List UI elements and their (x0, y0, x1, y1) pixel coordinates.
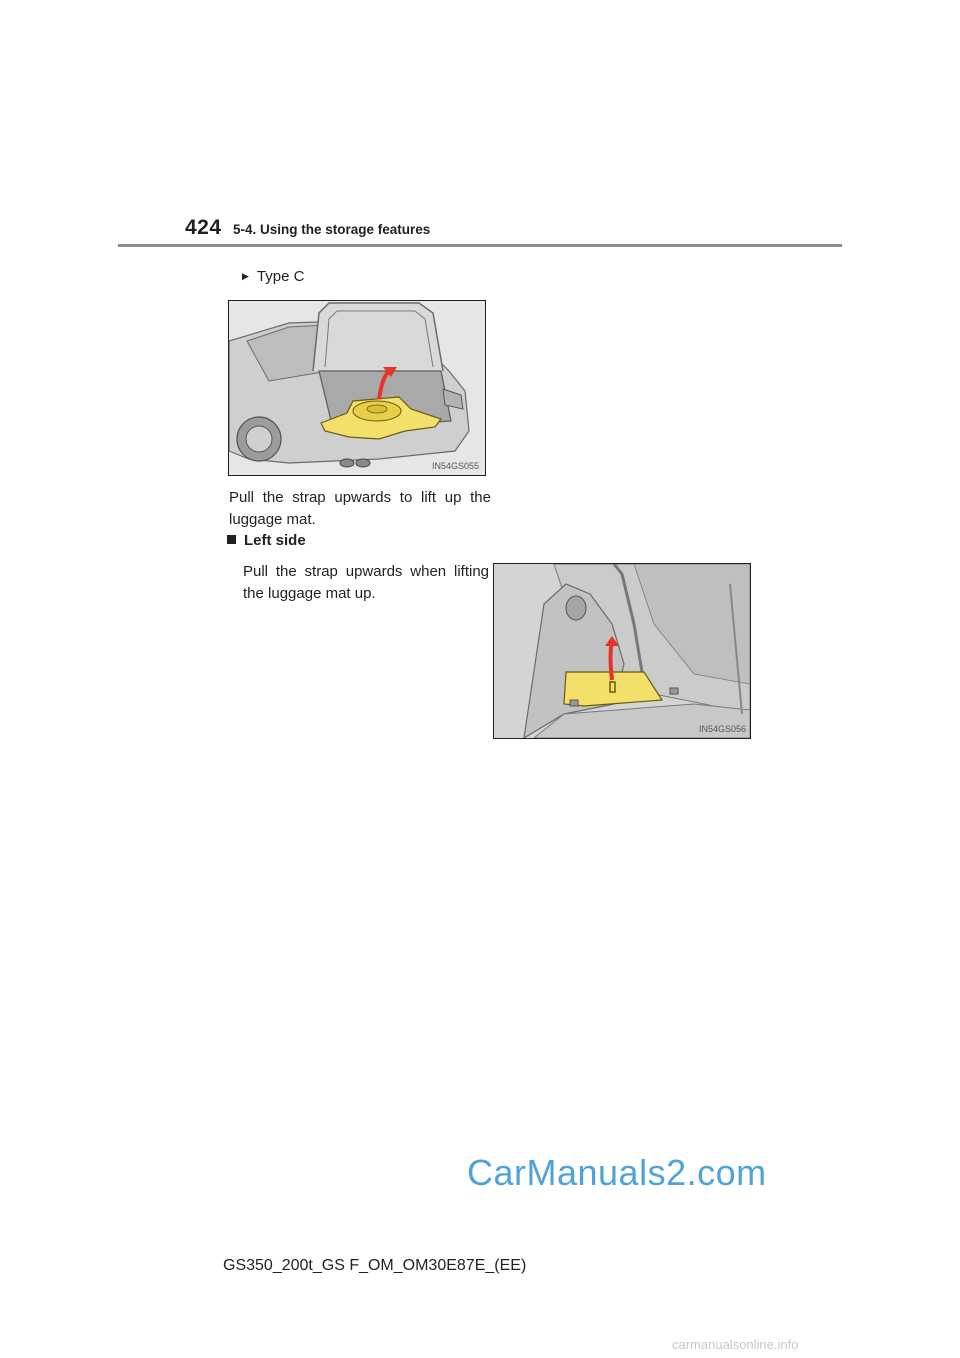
watermark-logo: CarManuals2.com (467, 1152, 767, 1193)
figure-code: IN54GS056 (698, 724, 746, 734)
paragraph-lift-mat: Pull the strap upwards to lift up the luggage mat. (229, 489, 491, 528)
left-side-heading-line (227, 532, 306, 549)
header-rule (118, 244, 842, 247)
bottom-watermark: carmanualsonline.info (672, 1337, 799, 1352)
left-side-heading: Left side (244, 532, 306, 549)
section-title: 5-4. Using the storage features (233, 222, 431, 237)
triangle-bullet-icon: ▶ (242, 271, 249, 281)
square-bullet-icon (227, 535, 236, 544)
footer-document-code: GS350_200t_GS F_OM_OM30E87E_(EE) (223, 1257, 527, 1274)
figure-trunk-left-side (493, 563, 751, 739)
trunk-left-side-illustration (494, 564, 750, 738)
car-trunk-illustration (229, 301, 485, 475)
type-label: Type C (256, 268, 305, 285)
type-label-line (242, 268, 304, 285)
page-number: 424 (185, 216, 222, 239)
paragraph-left-side: Pull the strap upwards when lifting the luggage mat up. (243, 563, 489, 602)
figure-code: IN54GS055 (431, 461, 479, 471)
figure-trunk-type-c (228, 300, 486, 476)
